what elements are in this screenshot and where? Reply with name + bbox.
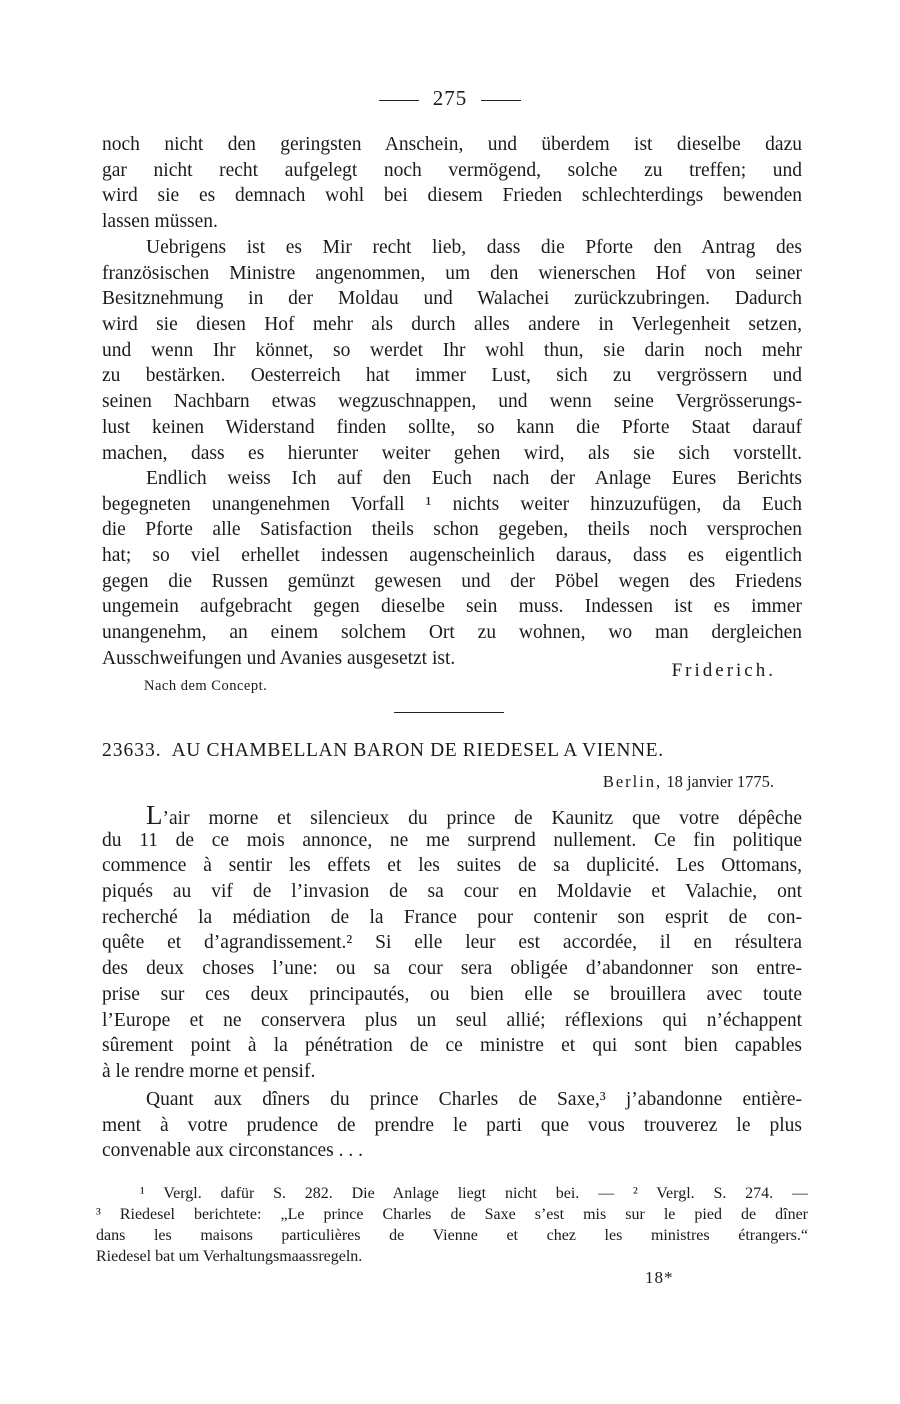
text-line: ment à votre prudence de prendre le parti que vous trouverez le plus [102,1114,802,1136]
text-line: Uebrigens ist es Mir recht lieb, dass die Pforte den Antrag des [146,237,802,258]
text-line: Ausschweifungen und Avanies ausgesetzt ist. [102,647,456,669]
date-place: Berlin, [602,772,663,791]
text-line: recherché la médiation de la France pour contenir son esprit de con- [102,906,802,928]
text-line: die Pforte alle Satisfaction theils schon gegeben, theils noch versprochen [102,519,802,541]
page-header [0,86,900,111]
text-line: commence à sentir les effets et les suites de sa duplicité. Les Ottomans, [102,855,802,877]
folio-mark: 18* [645,1268,674,1287]
paragraph-2 [102,235,802,466]
text-line-rest: ’air morne et silencieux du prince de Kaunitz que votre dépêche [162,808,802,829]
text-line: Endlich weiss Ich auf den Euch nach der Anlage Eures Berichts [146,468,802,489]
text-line: hat; so viel erhellet indessen augenscheinlich daraus, dass es eigentlich [102,545,802,567]
closing-row [102,659,802,698]
paragraph-1 [102,132,802,235]
footnote-line: ¹ Vergl. dafür S. 282. Die Anlage liegt nicht bei. — ² Vergl. S. 274. — [140,1185,808,1202]
text-line [102,802,802,828]
text-line: unangenehm, an einem solchem Ort zu wohnen, wo man dergleichen [102,622,802,644]
paragraph-3 [102,466,802,698]
letter-heading [102,740,802,762]
text-line: l’Europe et ne conservera plus un seul allié; réflexions qui n’échappent [102,1009,802,1031]
text-line: wird sie es demnach wohl bei diesem Frieden schlechterdings bewenden [102,185,802,207]
text-line: begegneten unangenehmen Vorfall ¹ nichts weiter hinzuzufügen, da Euch [102,493,802,515]
text-line: sûrement point à la pénétration de ce ministre et qui sont bien capables [102,1035,802,1057]
footnote-line: Riedesel bat um Verhaltungsmaassregeln. [96,1248,363,1265]
text-line: Besitznehmung in der Moldau und Walachei zurückzubringen. Dadurch [102,288,802,310]
text-line: seinen Nachbarn etwas wegzuschnappen, und wenn seine Vergrösserungs- [102,391,802,413]
header-rule-left [379,100,419,101]
header-rule-right [481,100,521,101]
paragraph-4 [102,802,802,1085]
date-text: 18 janvier 1775. [666,772,774,791]
text-line: und wenn Ihr könnet, so werdet Ihr wohl thun, sie darin noch mehr [102,339,802,361]
text-line: quête et d’agrandissement.² Si elle leur est accordée, il en résultera [102,932,802,954]
footnote-line: dans les maisons particulières de Vienne et chez les ministres étrangers.“ [96,1227,808,1244]
text-line: des deux choses l’une: ou sa cour sera obligée d’abandonner son entre- [102,958,802,980]
source-note: Nach dem Concept. [144,677,268,694]
text-line: wird sie diesen Hof mehr als durch alles andere in Verlegenheit setzen, [102,314,802,336]
text-line: lust keinen Widerstand finden sollte, so kann die Pforte Staat darauf [102,416,802,438]
dateline [603,772,774,792]
text-line: noch nicht den geringsten Anschein, und überdem ist dieselbe dazu [102,134,802,155]
drop-cap: L [146,800,163,830]
text-line: gar nicht recht aufgelegt noch vermögend, solche zu treffen; und [102,159,802,181]
section-separator [394,712,504,713]
text-line: gegen die Russen gemünzt gewesen und der Pöbel wegen des Friedens [102,570,802,592]
text-line: du 11 de ce mois annonce, ne me surprend nullement. Ce fin politique [102,829,802,851]
letter-title: AU CHAMBELLAN BARON DE RIEDESEL A VIENNE. [171,740,664,761]
text-line: lassen müssen. [102,211,218,233]
footnote-line: ³ Riedesel berichtete: „Le prince Charles de Saxe s’est mis sur le pied de dîner [96,1206,808,1223]
signature: Friderich. [671,659,776,681]
text-line: zu bestärken. Oesterreich hat immer Lust, sich zu vergrössern und [102,365,802,387]
text-line: französischen Ministre angenommen, um den wienerschen Hof von seiner [102,262,802,284]
text-line: machen, dass es hierunter weiter gehen wird, als sie sich vorstellt. [102,442,802,464]
paragraph-5 [102,1087,802,1164]
text-line: prise sur ces deux principautés, ou bien elle se brouillera avec toute [102,983,802,1005]
text-line: à le rendre morne et pensif. [102,1060,316,1082]
letter-number: 23633. [102,740,162,761]
page-number: 275 [432,86,468,110]
text-line: ungemein aufgebracht gegen dieselbe sein muss. Indessen ist es immer [102,596,802,618]
text-line: convenable aux circonstances . . . [102,1140,363,1162]
text-line: Quant aux dîners du prince Charles de Saxe,³ j’abandonne entière- [146,1089,802,1110]
footnotes [96,1183,808,1267]
text-line: piqués au vif de l’invasion de sa cour en Moldavie et Valachie, ont [102,881,802,903]
